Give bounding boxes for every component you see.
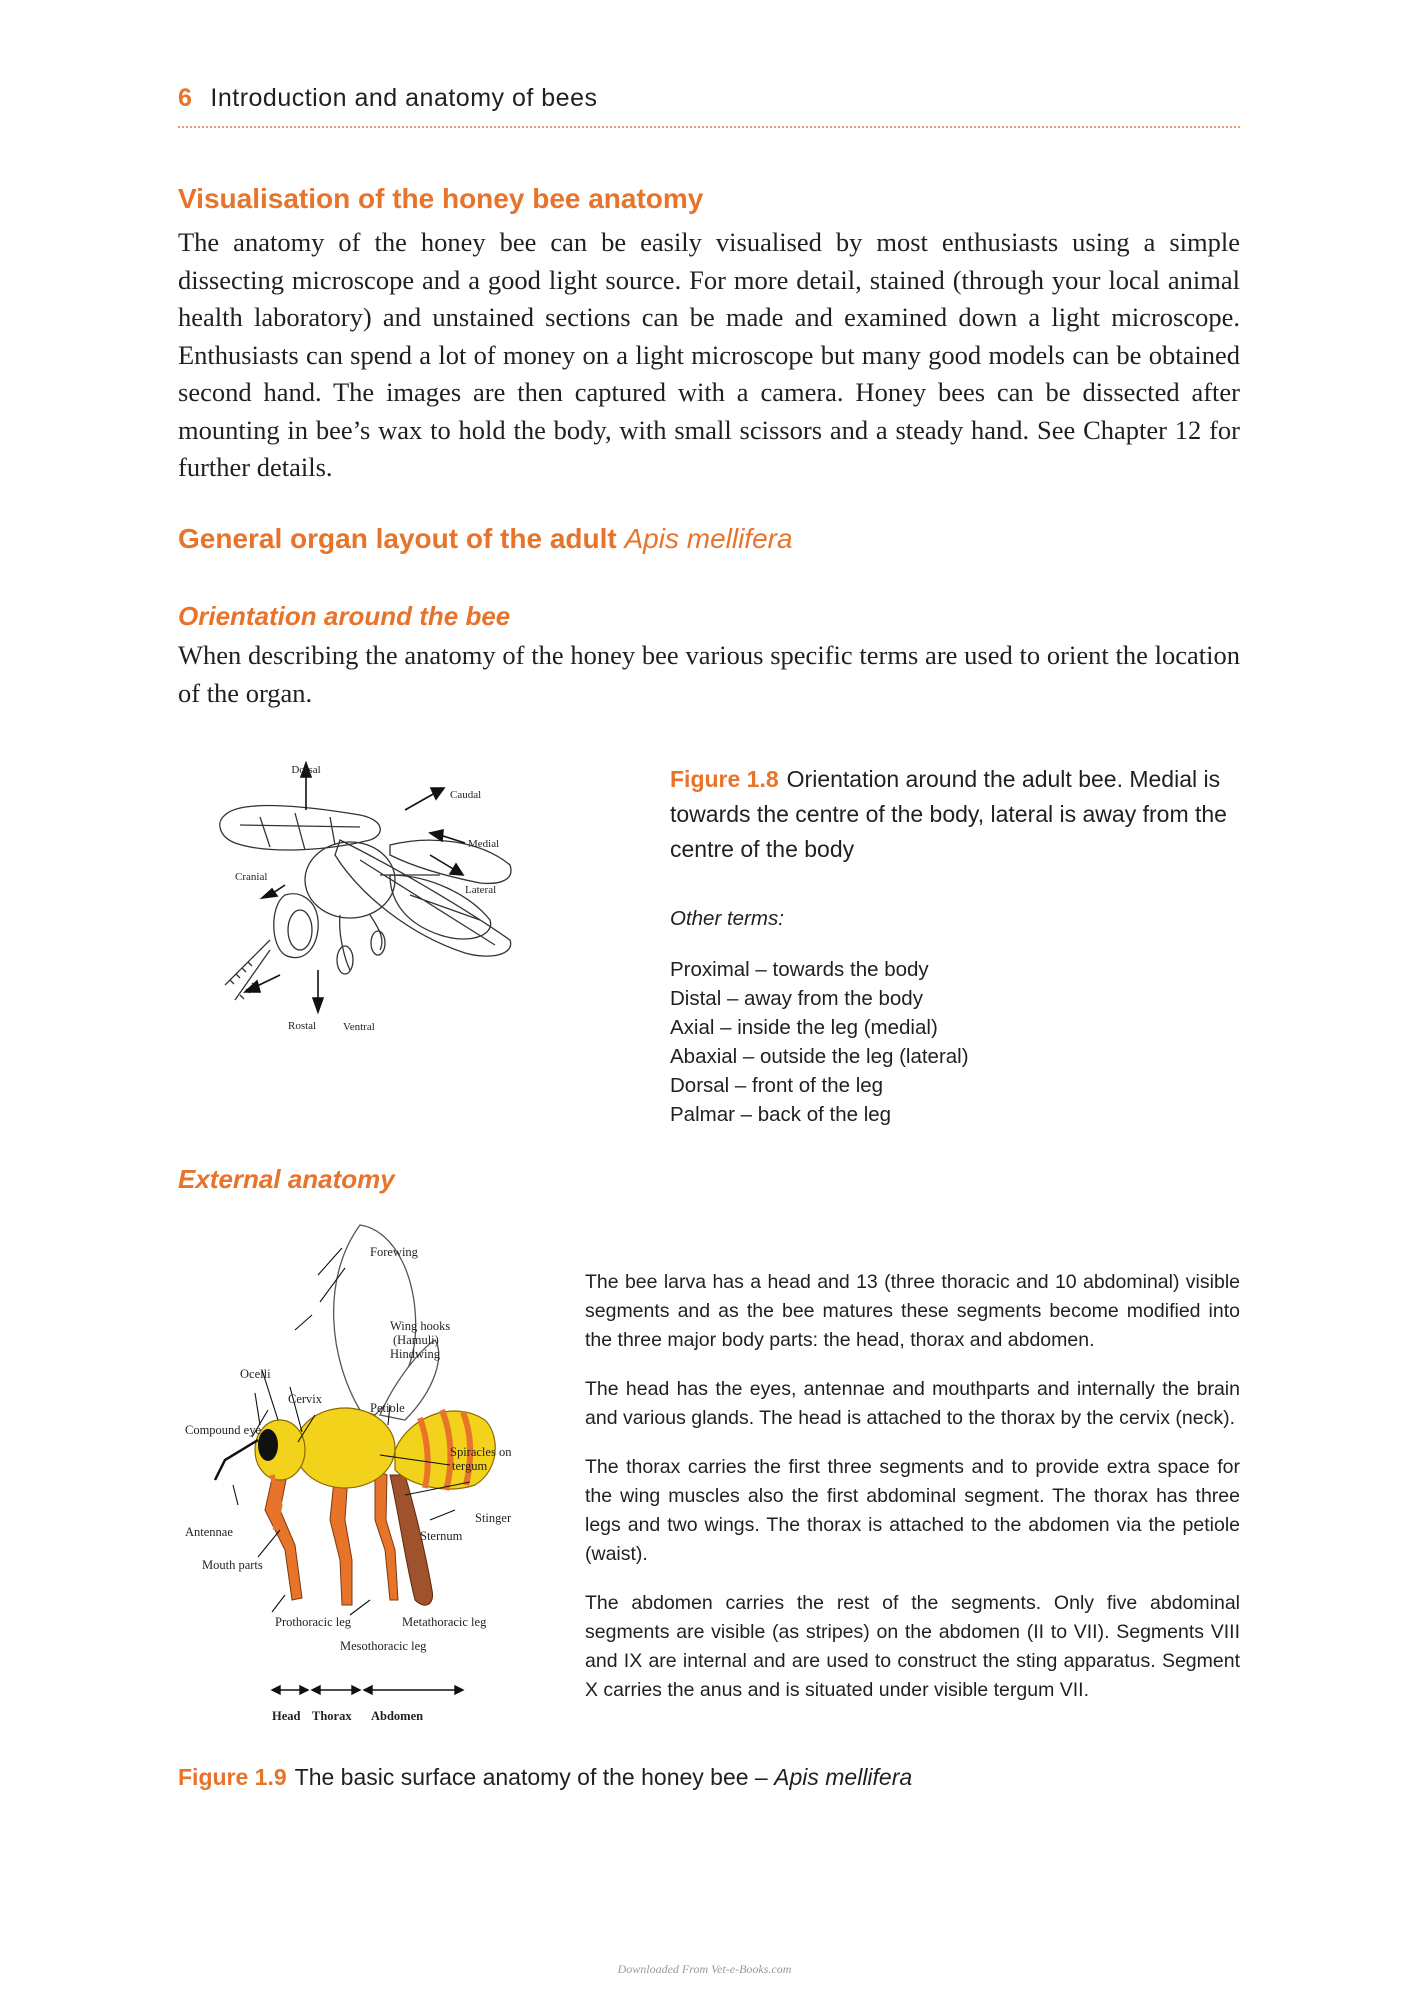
header-rule xyxy=(178,126,1240,128)
label-cervix: Cervix xyxy=(288,1392,323,1406)
label-forewing: Forewing xyxy=(370,1245,418,1259)
page-number: 6 xyxy=(178,84,193,112)
section-title-organ-layout xyxy=(178,523,793,555)
figure-1-9-caption xyxy=(178,1760,1240,1795)
label-medial: Medial xyxy=(468,838,500,850)
label-cranial: Cranial xyxy=(235,871,268,883)
figure-1-9-caption-italic: Apis mellifera xyxy=(774,1764,913,1790)
label-stinger: Stinger xyxy=(475,1511,512,1525)
label-rostal: Rostal xyxy=(288,1020,317,1032)
label-sternum: Sternum xyxy=(420,1529,463,1543)
label-dorsal: Dorsal xyxy=(291,764,321,776)
orientation-title: Orientation around the bee xyxy=(178,601,511,631)
label-compound-eye: Compound eye xyxy=(185,1423,262,1437)
label-ocelli: Ocelli xyxy=(240,1367,271,1381)
term-item: Abaxial – outside the leg (lateral) xyxy=(670,1045,969,1068)
label-petiole: Petiole xyxy=(370,1401,405,1415)
label-antennae: Antennae xyxy=(185,1525,233,1539)
label-wing-hooks: Wing hooks xyxy=(390,1319,451,1333)
label-hamuli: (Hamuli) xyxy=(393,1333,439,1347)
abdomen-paragraph: The abdomen carries the rest of the segments. Only five abdominal segments are visible (as stripes) on the abdomen (II to VII). Segments VIII and IX are internal and are used to construct the sting apparatus. Segment X carries the anus and is situated under visible tergum VII. xyxy=(585,1592,1240,1701)
figure-1-8-caption-text: Orientation around the adult bee. Medial is towards the centre of the body, lateral is away from the centre of the body xyxy=(670,766,1227,862)
label-lateral: Lateral xyxy=(465,884,497,896)
label-tergum: tergum xyxy=(452,1459,488,1473)
label-mouth-parts: Mouth parts xyxy=(202,1558,263,1572)
organ-layout-title-italic: Apis mellifera xyxy=(624,523,793,554)
bee-outline-drawing xyxy=(220,806,511,1000)
external-anatomy-text xyxy=(585,1268,1240,1725)
orientation-paragraph: When describing the anatomy of the honey bee various specific terms are used to orient the location of the organ. xyxy=(178,640,1240,708)
figure-1-8-label: Figure 1.8 xyxy=(670,766,779,792)
term-item: Palmar – back of the leg xyxy=(670,1103,892,1126)
orientation-diagram xyxy=(210,755,640,1055)
label-hindwing: Hindwing xyxy=(390,1347,440,1361)
running-header xyxy=(178,84,598,113)
thorax-paragraph: The thorax carries the first three segments and to provide extra space for the wing muscles also the first abdominal segment. The thorax has three legs and two wings. The thorax is attached to the abdomen via the petiole (waist). xyxy=(585,1456,1240,1565)
other-terms-list xyxy=(670,955,1230,1129)
label-abdomen: Abdomen xyxy=(371,1709,424,1723)
figure-1-9-label: Figure 1.9 xyxy=(178,1764,287,1790)
external-anatomy-title: External anatomy xyxy=(178,1164,395,1194)
label-thorax: Thorax xyxy=(312,1709,352,1723)
section-title-visualisation: Visualisation of the honey bee anatomy xyxy=(178,183,704,214)
external-anatomy-diagram xyxy=(180,1220,570,1740)
running-title: Introduction and anatomy of bees xyxy=(210,84,598,112)
label-metathoracic-leg: Metathoracic leg xyxy=(402,1615,487,1629)
region-arrows xyxy=(272,1686,463,1694)
head-paragraph: The head has the eyes, antennae and mouthparts and internally the brain and various glands. The head is attached to the thorax by the cervix (neck). xyxy=(585,1378,1240,1429)
other-terms-heading: Other terms: xyxy=(670,907,784,930)
label-prothoracic-leg: Prothoracic leg xyxy=(275,1615,352,1629)
figure-1-9-caption-text: The basic surface anatomy of the honey bee – xyxy=(294,1764,775,1790)
orientation-arrows xyxy=(245,763,465,1012)
visualisation-paragraph: The anatomy of the honey bee can be easily visualised by most enthusiasts using a simple dissecting microscope and a good light source. For more detail, stained (through your local animal health laboratory) and unstained sections can be made and examined down a light microscope. Enthusiasts can spend a lot of money on a light microscope but many good models can be obtained second hand. The images are then captured with a camera. Honey bees can be dissected after mounting in bee’s wax to hold the body, with small scissors and a steady hand. See Chapter 12 for further details. xyxy=(178,227,1240,482)
term-item: Dorsal – front of the leg xyxy=(670,1074,884,1097)
organ-layout-title-plain: General organ layout of the adult xyxy=(178,523,625,554)
larva-paragraph: The bee larva has a head and 13 (three thoracic and 10 abdominal) visible segments and as the bee matures these segments become modified into the three major body parts: the head, thorax and abdomen. xyxy=(585,1271,1240,1351)
label-spiracles-on: Spiracles on xyxy=(450,1445,512,1459)
thorax-shape xyxy=(295,1408,395,1488)
term-item: Proximal – towards the body xyxy=(670,958,929,981)
label-head: Head xyxy=(272,1709,301,1723)
label-mesothoracic-leg: Mesothoracic leg xyxy=(340,1639,427,1653)
label-caudal: Caudal xyxy=(450,789,482,801)
term-item: Axial – inside the leg (medial) xyxy=(670,1016,938,1039)
figure-1-8-caption xyxy=(670,762,1240,867)
antenna-shape xyxy=(215,1440,258,1480)
label-ventral: Ventral xyxy=(343,1021,375,1033)
term-item: Distal – away from the body xyxy=(670,987,923,1010)
footer-watermark: Downloaded From Vet-e-Books.com xyxy=(617,1962,792,1976)
